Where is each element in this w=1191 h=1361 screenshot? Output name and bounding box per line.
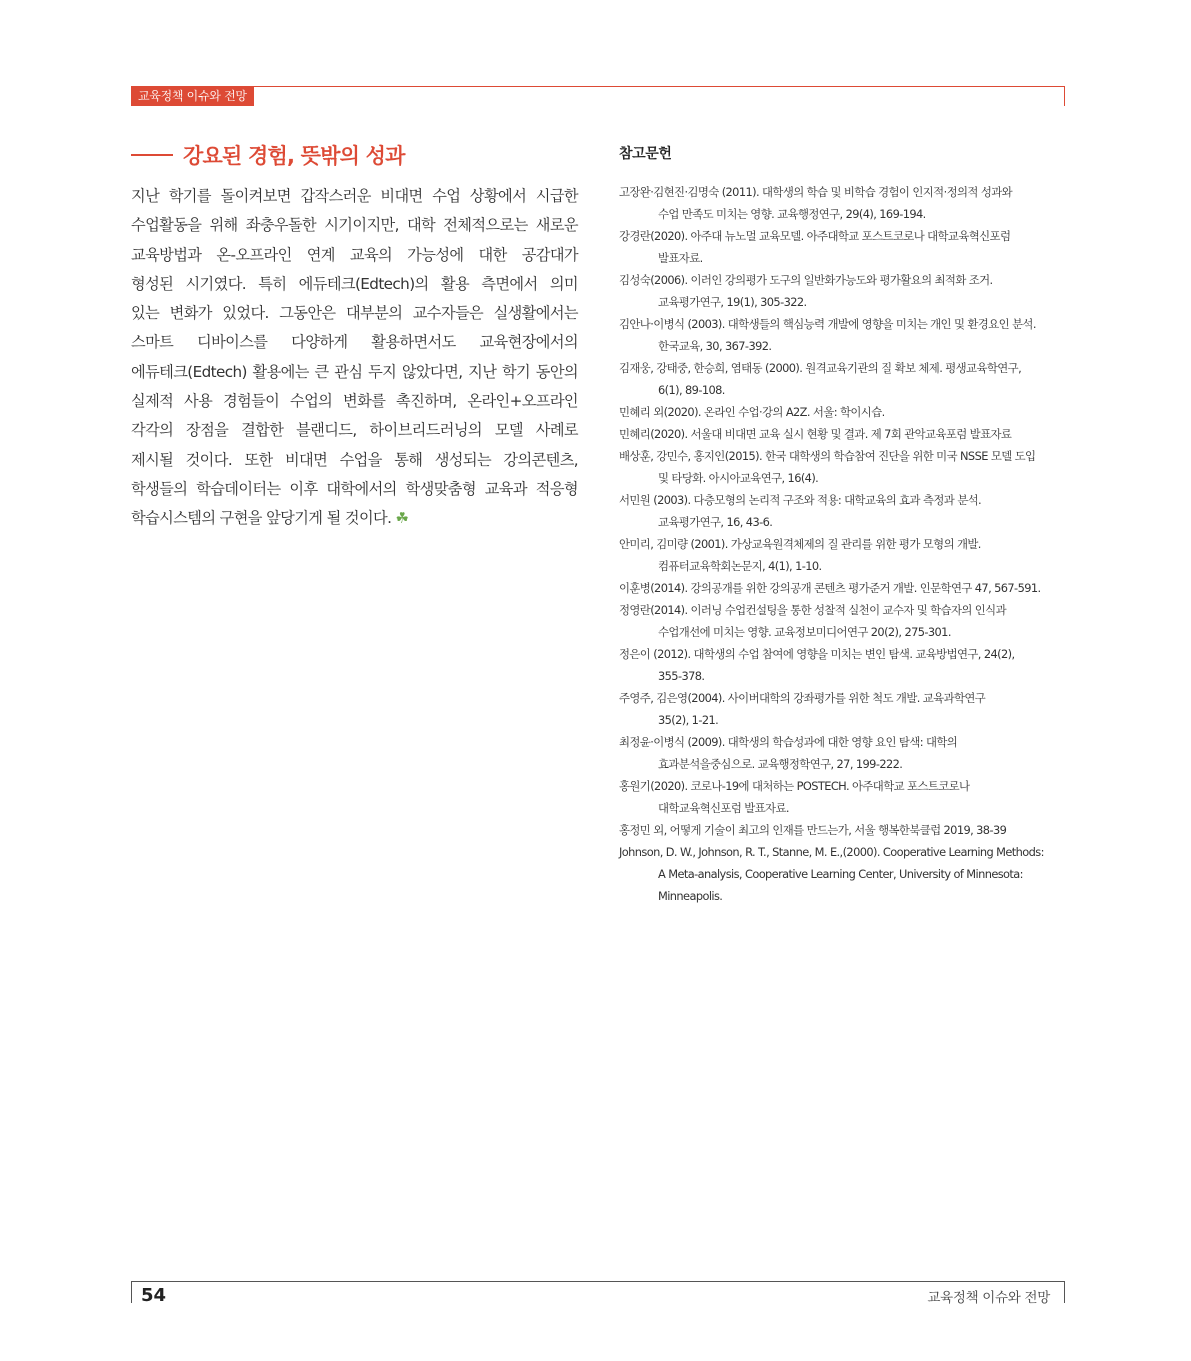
reference-line: 6(1), 89-108. bbox=[658, 383, 725, 397]
reference-line: 컴퓨터교육학회논문지, 4(1), 1-10. bbox=[658, 559, 822, 573]
reference-item bbox=[619, 841, 1069, 907]
section-tag: 교육정책 이슈와 전망 bbox=[131, 86, 254, 106]
page-number: 54 bbox=[141, 1285, 167, 1306]
header-rule bbox=[131, 86, 1065, 106]
reference-line: 김성숙(2006). 이러인 강의평가 도구의 일반화가능도와 평가활요의 최적화 조거. bbox=[619, 273, 993, 287]
reference-line: 교육평가연구, 16, 43-6. bbox=[658, 515, 773, 529]
body-line: 수업활동을 위해 좌충우돌한 시기이지만, 대학 전체적으로는 새로운 bbox=[131, 216, 578, 235]
reference-line: 배상훈, 강민수, 홍지인(2015). 한국 대학생의 학습참여 진단을 위한 미국 NSSE 모델 도입 bbox=[619, 449, 1036, 463]
reference-item bbox=[619, 775, 1069, 819]
reference-line: 서민원 (2003). 다층모형의 논리적 구조와 적용: 대학교육의 효과 측정과 분석. bbox=[619, 493, 982, 507]
reference-item bbox=[619, 445, 1069, 489]
reference-line: 대학교육혁신포럼 발표자료. bbox=[658, 801, 789, 815]
reference-line: 35(2), 1-21. bbox=[658, 713, 719, 727]
reference-item bbox=[619, 489, 1069, 533]
reference-line: A Meta-analysis, Cooperative Learning Center, University of Minnesota: bbox=[658, 867, 1023, 881]
reference-line: 발표자료. bbox=[658, 251, 703, 265]
reference-line: 수업 만족도 미치는 영향. 교육행정연구, 29(4), 169-194. bbox=[658, 207, 926, 221]
reference-line: 강경란(2020). 아주대 뉴노멀 교육모델. 아주대학교 포스트코로나 대학교육혁신포럼 bbox=[619, 229, 1011, 243]
reference-line: 한국교육, 30, 367-392. bbox=[658, 339, 772, 353]
reference-line: 안미리, 김미량 (2001). 가상교육원격체제의 질 관리를 위한 평가 모형의 개발. bbox=[619, 537, 981, 551]
reference-item bbox=[619, 357, 1069, 401]
reference-line: 수업개선에 미치는 영향. 교육정보미디어연구 20(2), 275-301. bbox=[658, 625, 951, 639]
references-heading: 참고문헌 bbox=[619, 146, 672, 162]
body-line: 제시될 것이다. 또한 비대면 수업을 통해 생성되는 강의콘텐츠, bbox=[131, 450, 578, 469]
reference-line: 민혜리 외(2020). 온라인 수업·강의 A2Z. 서울: 학이시습. bbox=[619, 405, 885, 419]
reference-item bbox=[619, 687, 1069, 731]
reference-item bbox=[619, 533, 1069, 577]
body-line: 실제적 사용 경험들이 수업의 변화를 촉진하며, 온라인+오프라인 bbox=[131, 392, 578, 411]
article-heading bbox=[131, 140, 591, 170]
reference-line: 정영란(2014). 이러닝 수업컨설팅을 통한 성찰적 실천이 교수자 및 학습자의 인식과 bbox=[619, 603, 1006, 617]
article-title: 강요된 경험, 뜻밖의 성과 bbox=[183, 144, 405, 168]
reference-line: 최정윤·이병식 (2009). 대학생의 학습성과에 대한 영향 요인 탐색: 대학의 bbox=[619, 735, 958, 749]
body-line: 교육방법과 온-오프라인 연계 교육의 가능성에 대한 공감대가 bbox=[131, 245, 578, 264]
reference-item bbox=[619, 819, 1069, 841]
reference-line: 효과분석을중심으로. 교육행정학연구, 27, 199-222. bbox=[658, 757, 903, 771]
reference-line: 주영주, 김은영(2004). 사이버대학의 강좌평가를 위한 척도 개발. 교육과학연구 bbox=[619, 691, 986, 705]
body-line: 각각의 장점을 결합한 블랜디드, 하이브리드러닝의 모델 사례로 bbox=[131, 421, 578, 440]
reference-line: 민혜리(2020). 서울대 비대면 교육 실시 현황 및 결과. 제 7회 관악교육포럼 발표자료 bbox=[619, 427, 1012, 441]
reference-line: 김안나·이병식 (2003). 대학생들의 핵심능력 개발에 영향을 미치는 개인 및 환경요인 분석. bbox=[619, 317, 1036, 331]
reference-line: 고장완·김현진·김명숙 (2011). 대학생의 학습 및 비학습 경험이 인지적·정의적 성과와 bbox=[619, 185, 1013, 199]
reference-item bbox=[619, 225, 1069, 269]
body-line: 학생들의 학습데이터는 이후 대학에서의 학생맞춤형 교육과 적응형 bbox=[131, 479, 578, 498]
title-dash bbox=[131, 154, 173, 156]
body-line: 형성된 시기였다. 특히 에듀테크(Edtech)의 활용 측면에서 의미 bbox=[131, 274, 578, 293]
reference-item bbox=[619, 181, 1069, 225]
body-paragraph bbox=[131, 182, 578, 534]
body-line: 에듀테크(Edtech) 활용에는 큰 관심 두지 않았다면, 지난 학기 동안의 bbox=[131, 362, 578, 381]
reference-item bbox=[619, 731, 1069, 775]
body-line: 학습시스템의 구현을 앞당기게 될 것이다. ☘ bbox=[131, 509, 409, 528]
reference-line: Minneapolis. bbox=[658, 889, 723, 903]
reference-line: 이훈병(2014). 강의공개를 위한 강의공개 콘텐츠 평가준거 개발. 인문학연구 47, 567-591. bbox=[619, 581, 1041, 595]
reference-line: 교육평가연구, 19(1), 305-322. bbox=[658, 295, 807, 309]
reference-line: 홍정민 외, 어떻게 기술이 최고의 인재를 만드는가, 서울 행복한북클럽 2019, 38-39 bbox=[619, 823, 1007, 837]
body-line: 스마트 디바이스를 다양하게 활용하면서도 교육현장에서의 bbox=[131, 333, 578, 352]
reference-item bbox=[619, 423, 1069, 445]
body-line: 있는 변화가 있었다. 그동안은 대부분의 교수자들은 실생활에서는 bbox=[131, 304, 578, 323]
reference-item bbox=[619, 313, 1069, 357]
reference-item bbox=[619, 643, 1069, 687]
reference-item bbox=[619, 577, 1069, 599]
reference-line: 정은이 (2012). 대학생의 수업 참여에 영향을 미치는 변인 탐색. 교육방법연구, 24(2), bbox=[619, 647, 1015, 661]
references-list bbox=[619, 181, 1069, 907]
reference-line: 김재웅, 강태중, 한승희, 염태동 (2000). 원격교육기관의 질 확보 체제. 평생교육학연구, bbox=[619, 361, 1022, 375]
footer-title: 교육정책 이슈와 전망 bbox=[927, 1290, 1050, 1306]
reference-line: 355-378. bbox=[658, 669, 705, 683]
reference-line: 및 타당화. 아시아교육연구, 16(4). bbox=[658, 471, 819, 485]
body-line: 지난 학기를 돌이켜보면 갑작스러운 비대면 수업 상황에서 시급한 bbox=[131, 187, 578, 205]
clover-icon: ☘ bbox=[391, 509, 409, 528]
reference-line: Johnson, D. W., Johnson, R. T., Stanne, M. E.,(2000). Cooperative Learning Methods: bbox=[619, 845, 1044, 859]
reference-item bbox=[619, 599, 1069, 643]
footer-rule bbox=[131, 1281, 1065, 1303]
reference-line: 홍원기(2020). 코로나-19에 대처하는 POSTECH. 아주대학교 포스트코로나 bbox=[619, 779, 970, 793]
reference-item bbox=[619, 401, 1069, 423]
reference-item bbox=[619, 269, 1069, 313]
